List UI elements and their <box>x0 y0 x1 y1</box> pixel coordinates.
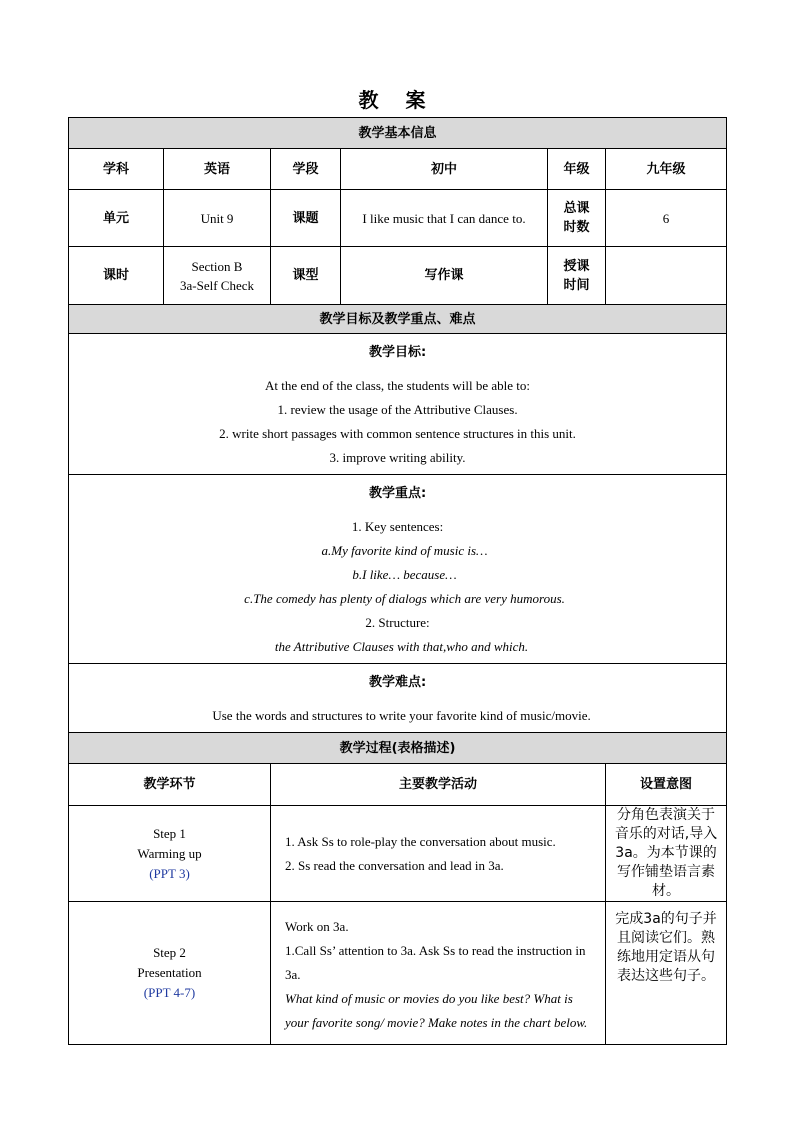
class-time-value <box>606 247 727 305</box>
class-time-label <box>548 247 606 305</box>
step-1-name: Warming up <box>137 845 202 861</box>
step-2-number: Step 2 <box>153 945 186 960</box>
grade-value: 九年级 <box>606 149 727 190</box>
key-points-title: 教学重点: <box>368 486 427 501</box>
grade-label: 年级 <box>548 149 606 190</box>
activity-main: 1.Call Ss’ attention to 3a. Ask Ss to read the instruction in 3a. <box>285 943 586 982</box>
key-sentence: a.My favorite kind of music is… <box>321 543 488 558</box>
activity-line: 1. Ask Ss to role-play the conversation about music. <box>285 833 556 849</box>
step-1-cell <box>69 806 271 902</box>
total-hours-value: 6 <box>606 190 727 247</box>
class-time-label-line2: 时间 <box>563 277 590 293</box>
topic-value: I like music that I can dance to. <box>341 190 548 247</box>
difficult-points-cell <box>69 664 727 733</box>
step-column-header: 教学环节 <box>69 764 271 806</box>
unit-value: Unit 9 <box>164 190 271 247</box>
period-value-line1: Section B <box>191 258 243 274</box>
structure-label: 2. Structure: <box>365 615 430 630</box>
step-2-name: Presentation <box>137 965 202 980</box>
goal-line: At the end of the class, the students will be able to: <box>265 378 531 393</box>
difficult-points-title: 教学难点: <box>368 675 427 690</box>
type-label: 课型 <box>271 247 341 305</box>
subject-label: 学科 <box>69 149 164 190</box>
process-header: 教学过程(表格描述) <box>69 733 727 764</box>
teaching-goals-title: 教学目标: <box>368 345 427 360</box>
key-sentence: b.I like… because… <box>352 567 457 582</box>
activity-column-header: 主要教学活动 <box>271 764 606 806</box>
subject-value: 英语 <box>164 149 271 190</box>
period-value-line2: 3a-Self Check <box>179 277 254 293</box>
purpose-column-header: 设置意图 <box>606 764 727 806</box>
total-hours-label-line2: 时数 <box>563 220 590 235</box>
key-sentence: c.The comedy has plenty of dialogs which are very humorous. <box>244 591 565 606</box>
type-value: 写作课 <box>341 247 548 305</box>
total-hours-label-line1: 总课 <box>563 201 590 216</box>
step-2-activities <box>271 902 606 1045</box>
unit-label: 单元 <box>69 190 164 247</box>
stage-label: 学段 <box>271 149 341 190</box>
total-hours-label <box>548 190 606 247</box>
activity-question: What kind of music or movies do you like best? What is your favorite song/ movie? Make notes in the chart below. <box>285 991 588 1030</box>
difficult-point: Use the words and structures to write your favorite kind of music/movie. <box>212 708 591 723</box>
activity-line: 2. Ss read the conversation and lead in 3a. <box>285 857 504 873</box>
period-value <box>164 247 271 305</box>
structure-value: the Attributive Clauses with that,who and which. <box>274 639 529 654</box>
lesson-plan-sheet <box>68 117 726 1045</box>
step-1-number: Step 1 <box>153 825 186 841</box>
topic-label: 课题 <box>271 190 341 247</box>
step-1-ppt: (PPT 3) <box>149 865 190 881</box>
step-2-ppt: (PPT 4-7) <box>143 985 196 1000</box>
step-2-purpose: 完成3a的句子并且阅读它们。熟练地用定语从句表达这些句子。 <box>606 902 727 1045</box>
class-time-label-line1: 授课 <box>563 258 590 274</box>
lesson-plan-table <box>68 117 727 1045</box>
stage-value: 初中 <box>341 149 548 190</box>
step-1-purpose: 分角色表演关于音乐的对话,导入3a。为本节课的写作铺垫语言素材。 <box>606 806 727 902</box>
step-1-activities <box>271 806 606 902</box>
activity-intro: Work on 3a. <box>285 919 349 934</box>
page-title: 教 案 <box>358 88 436 112</box>
goal-line: 1. review the usage of the Attributive Clauses. <box>277 402 518 417</box>
goal-line: 3. improve writing ability. <box>329 450 466 465</box>
step-2-cell <box>69 902 271 1045</box>
goal-line: 2. write short passages with common sentence structures in this unit. <box>219 426 576 441</box>
teaching-goals-cell <box>69 334 727 475</box>
key-sentences-label: 1. Key sentences: <box>351 519 444 534</box>
period-label: 课时 <box>69 247 164 305</box>
objectives-header: 教学目标及教学重点、难点 <box>69 305 727 334</box>
key-points-cell <box>69 475 727 664</box>
basic-info-header: 教学基本信息 <box>69 118 727 149</box>
